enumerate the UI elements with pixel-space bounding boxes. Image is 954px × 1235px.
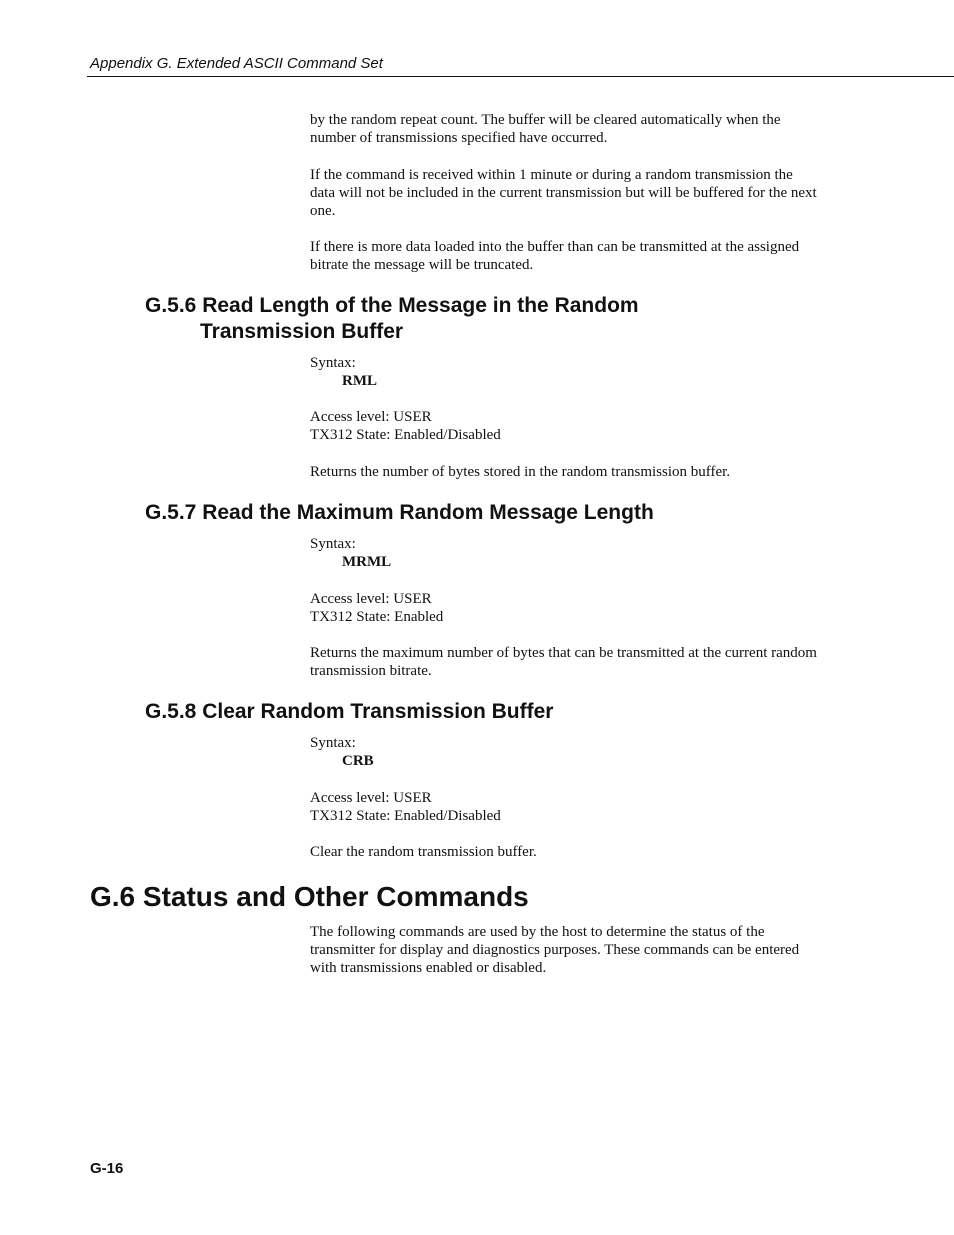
syntax-block-crb	[310, 735, 820, 771]
description-rml: Returns the number of bytes stored in the random transmission buffer.	[310, 464, 731, 480]
access-level: Access level: USER	[310, 591, 432, 607]
page-number: G-16	[90, 1160, 124, 1177]
access-block-crb	[310, 790, 820, 826]
intro-paragraph-1: by the random repeat count. The buffer will be cleared automatically when the number of transmissions specified have occurred.	[310, 112, 781, 146]
intro-paragraph-2: If the command is received within 1 minute or during a random transmission the data will not be included in the current transmission but will be buffered for the next one.	[310, 167, 817, 219]
command-rml: RML	[342, 372, 377, 389]
tx312-state: TX312 State: Enabled/Disabled	[310, 807, 501, 824]
tx312-state: TX312 State: Enabled/Disabled	[310, 426, 501, 443]
access-level: Access level: USER	[310, 409, 432, 425]
access-level: Access level: USER	[310, 790, 432, 806]
syntax-label: Syntax:	[310, 536, 356, 552]
section-heading-g-5-6-line-2: Transmission Buffer	[200, 320, 404, 343]
description-mrml: Returns the maximum number of bytes that can be transmitted at the current random transmission bitrate.	[310, 645, 817, 679]
section-heading-g-5-7	[145, 500, 654, 526]
header-rule	[87, 76, 954, 77]
syntax-label: Syntax:	[310, 735, 356, 751]
section-heading-g-5-8	[145, 699, 553, 725]
syntax-block-mrml	[310, 536, 820, 572]
section-heading-g-5-8-line-1: G.5.8 Clear Random Transmission Buffer	[145, 700, 554, 723]
running-header: Appendix G. Extended ASCII Command Set	[90, 55, 383, 72]
access-block-rml	[310, 409, 820, 445]
syntax-label: Syntax:	[310, 355, 356, 371]
command-mrml: MRML	[342, 553, 392, 570]
description-crb: Clear the random transmission buffer.	[310, 844, 537, 860]
section-heading-g-5-6-line-1: G.5.6 Read Length of the Message in the Random	[145, 294, 639, 317]
status-section-paragraph: The following commands are used by the host to determine the status of the transmitter for display and diagnostics purposes. These commands can be entered with transmissions enabled or disabled.	[310, 924, 800, 976]
command-crb: CRB	[342, 752, 374, 769]
tx312-state: TX312 State: Enabled	[310, 608, 444, 625]
access-block-mrml	[310, 591, 820, 627]
syntax-block-rml	[310, 355, 820, 391]
section-heading-g-5-7-line-1: G.5.7 Read the Maximum Random Message Length	[145, 501, 654, 524]
section-heading-g-6: G.6 Status and Other Commands	[90, 881, 529, 912]
intro-paragraph-3: If there is more data loaded into the buffer than can be transmitted at the assigned bitrate the message will be truncated.	[310, 239, 800, 273]
section-heading-g-5-6	[145, 293, 639, 345]
